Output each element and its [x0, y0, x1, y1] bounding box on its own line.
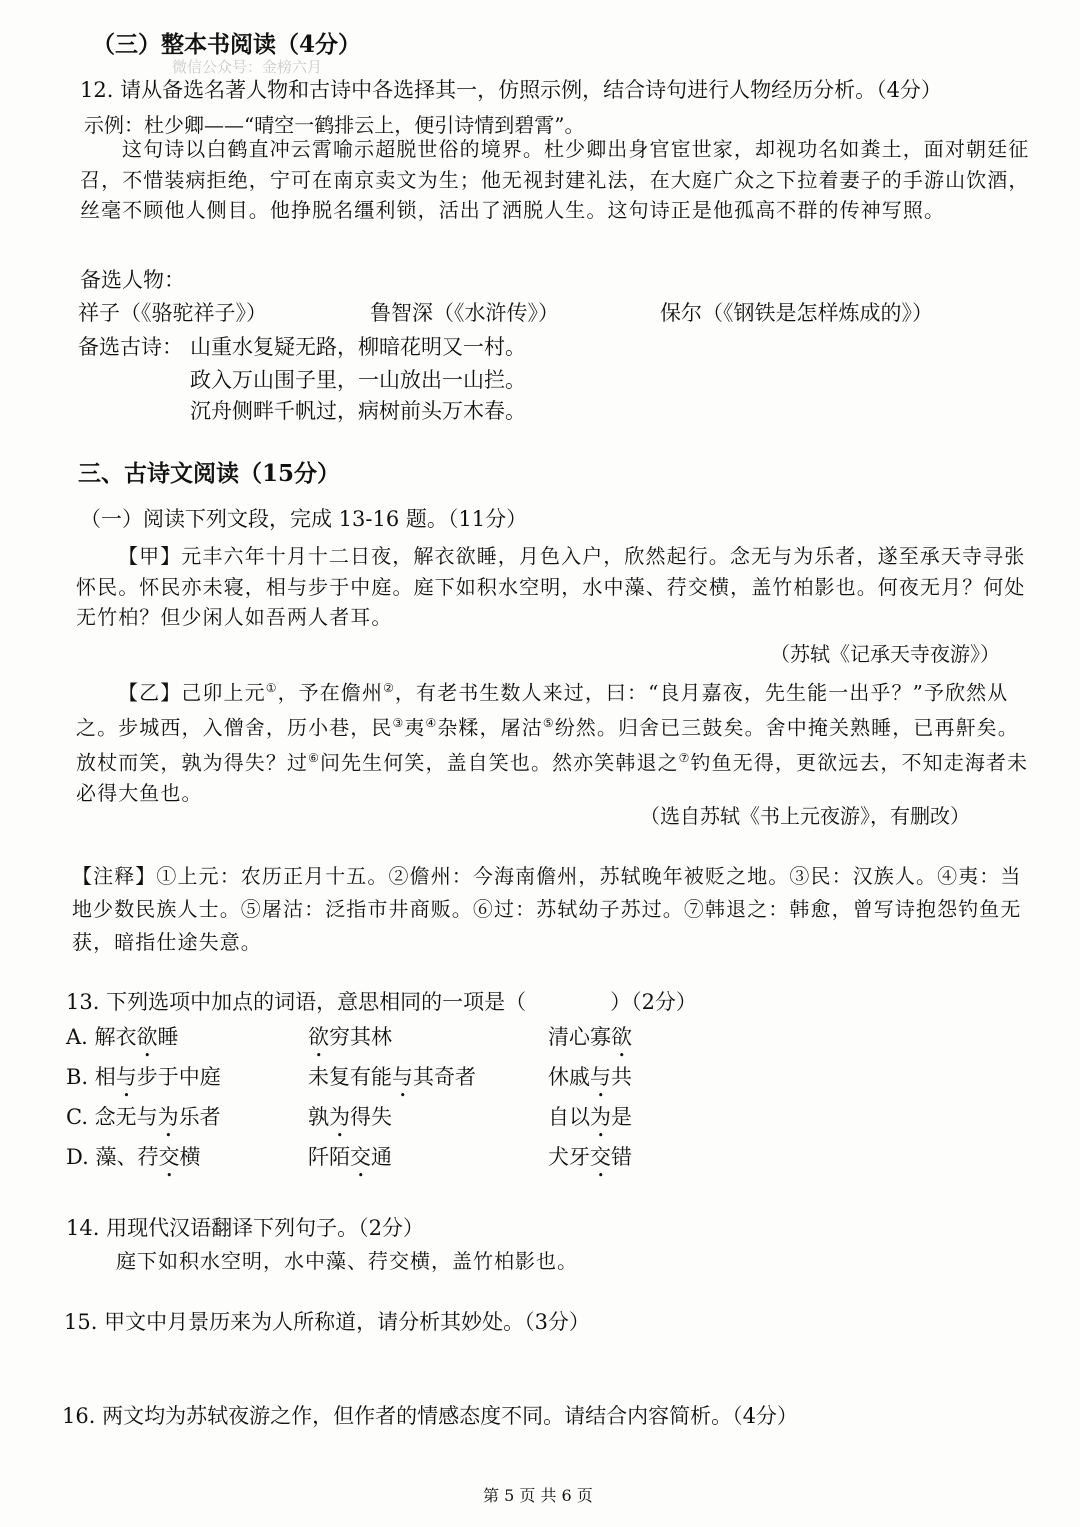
poem-option-2: 政入万山围子里，一山放出一山拦。 — [190, 368, 526, 392]
q13-d1-dot: 交 — [158, 1145, 180, 1169]
q13-b1-dot: 与 — [115, 1065, 137, 1089]
q13-option-c-col3 — [548, 1101, 632, 1142]
text-b-source: （选自苏轼《书上元夜游》，有删改） — [640, 804, 970, 828]
q13-b3-post: 共 — [611, 1065, 632, 1089]
character-option-3: 保尔（《钢铁是怎样炼成的》） — [660, 301, 933, 325]
q13-b3-dot: 与 — [590, 1065, 611, 1089]
note-ref-4: ④ — [425, 716, 438, 731]
text-b-seg-3: ，有老书生数人来过，曰：“良月嘉夜，先生能一出乎？”予欣然从之。步城西，入僧舍，历小巷，民 — [76, 680, 1009, 740]
question-14-sentence: 庭下如积水空明，水中藻、荇交横，盖竹柏影也。 — [116, 1249, 578, 1273]
q13-option-b-col3 — [548, 1061, 632, 1102]
q13-d2-pre: 阡陌 — [308, 1145, 350, 1169]
q13-b2-pre: 未复有能 — [308, 1065, 392, 1089]
q13-c1-pre: C. 念无与 — [66, 1105, 158, 1129]
q13-a1-pre: A. 解衣 — [66, 1025, 137, 1049]
q13-d2-post: 通 — [371, 1145, 392, 1169]
text-b-seg-8: 钓鱼无得，更欲远去，不知走海者未必得大鱼也。 — [76, 750, 1029, 806]
character-option-1: 祥子（《骆驼祥子》） — [78, 301, 267, 325]
question-12-characters-label: 备选人物： — [80, 268, 185, 292]
q13-d1-pre: D. 藻、荇 — [66, 1145, 159, 1169]
text-b-seg-5: 杂糅，屠沽 — [437, 715, 543, 740]
q13-a2-dot: 欲 — [308, 1025, 329, 1049]
q13-option-d-col1 — [66, 1141, 200, 1182]
note-ref-1: ① — [265, 681, 278, 695]
text-b-seg-6: 纷然。归舍已三鼓矣。舍中掩关熟睡，已再鼾矣。放杖而笑，孰为得失？过 — [76, 715, 1019, 775]
text-b-seg-1: 【乙】己卯上元 — [118, 680, 266, 705]
text-b-body — [76, 673, 1032, 809]
question-12-example-label: 示例：杜少卿——“晴空一鹤排云上，便引诗情到碧霄”。 — [84, 113, 585, 137]
annotations: 【注释】①上元：农历正月十五。②儋州：今海南儋州，苏轼晚年被贬之地。③民：汉族人。④夷：当地少数民族人士。⑤屠沽：泛指市井商贩。⑥过：苏轼幼子苏过。⑦韩退之：韩愈，曾写诗抱怨钓鱼无获，暗指仕途失意。 — [72, 864, 1022, 954]
watermark-text: 微信公众号：金榜六月 — [172, 58, 323, 76]
q13-d1-post: 横 — [179, 1145, 201, 1169]
q13-option-a-col3 — [548, 1021, 632, 1062]
q13-a3-dot: 欲 — [611, 1025, 632, 1049]
text-b-seg-2: ，予在儋州 — [277, 680, 384, 705]
q13-option-c-col2 — [308, 1101, 392, 1142]
q13-c2-pre: 孰 — [308, 1105, 329, 1129]
q13-c3-post: 是 — [611, 1105, 632, 1129]
q13-option-b-col2 — [308, 1061, 476, 1102]
note-ref-5: ⑤ — [542, 716, 555, 731]
q13-b2-dot: 与 — [392, 1065, 413, 1089]
poem-option-1: 山重水复疑无路，柳暗花明又一村。 — [190, 335, 526, 359]
q13-a2-post: 穷其林 — [329, 1025, 392, 1049]
note-ref-3: ③ — [392, 716, 405, 731]
q13-option-b-col1 — [66, 1061, 221, 1102]
question-13-prompt: 13. 下列选项中加点的词语，意思相同的一项是（ ）（2分） — [66, 990, 697, 1014]
character-option-2: 鲁智深（《水浒传》） — [370, 301, 559, 325]
q13-c1-dot: 为 — [157, 1105, 179, 1129]
q13-d3-pre: 犬牙 — [548, 1145, 590, 1169]
question-12-example-body: 这句诗以白鹤直冲云霄喻示超脱世俗的境界。杜少卿出身官宦世家，却视功名如粪土，面对朝廷征召，不惜装病拒绝，宁可在南京卖文为生；他无视封建礼法，在大庭广众之下拉着妻子的手游山饮酒，丝毫不顾他人侧目。他挣脱名缰利锁，活出了洒脱人生。这句诗正是他孤高不群的传神写照。 — [80, 137, 1030, 222]
note-ref-2: ② — [383, 681, 395, 695]
poem-option-3: 沉舟侧畔千帆过，病树前头万木春。 — [190, 399, 526, 423]
text-b-seg-4: 夷 — [404, 715, 426, 740]
q13-a1-dot: 欲 — [136, 1025, 158, 1049]
q13-c3-dot: 为 — [590, 1105, 611, 1129]
q13-c2-post: 得失 — [350, 1105, 392, 1129]
q13-b1-post: 步于中庭 — [136, 1065, 221, 1089]
q13-d2-dot: 交 — [350, 1145, 371, 1169]
subsection-1-heading: （一）阅读下列文段，完成 13-16 题。（11分） — [80, 507, 528, 531]
q13-d3-post: 错 — [611, 1145, 632, 1169]
q13-option-a-col1 — [66, 1021, 179, 1062]
q13-c1-post: 乐者 — [178, 1105, 221, 1129]
part-3-heading: 三、古诗文阅读（15分） — [78, 460, 341, 487]
section-heading-whole-book: （三）整本书阅读（4分） — [92, 31, 362, 58]
q13-option-d-col2 — [308, 1141, 392, 1182]
question-15-prompt: 15. 甲文中月景历来为人所称道，请分析其妙处。（3分） — [64, 1310, 590, 1334]
question-12-prompt: 12. 请从备选名著人物和古诗中各选择其一，仿照示例，结合诗句进行人物经历分析。（4分） — [80, 78, 942, 102]
question-14-prompt: 14. 用现代汉语翻译下列句子。（2分） — [66, 1216, 424, 1240]
q13-option-a-col2 — [308, 1021, 392, 1062]
q13-a1-post: 睡 — [157, 1025, 179, 1049]
q13-b3-pre: 休戚 — [548, 1065, 590, 1089]
text-a-source: （苏轼《记承天寺夜游》） — [770, 642, 1000, 666]
question-16-prompt: 16. 两文均为苏轼夜游之作，但作者的情感态度不同。请结合内容简析。（4分） — [62, 1404, 798, 1428]
q13-d3-dot: 交 — [590, 1145, 611, 1169]
q13-c2-dot: 为 — [329, 1105, 350, 1129]
text-b-seg-7: 问先生何笑，盖自笑也。然亦笑韩退之 — [319, 750, 679, 775]
q13-c3-pre: 自以 — [548, 1105, 590, 1129]
q13-option-d-col3 — [548, 1141, 632, 1182]
note-ref-6: ⑥ — [308, 751, 320, 766]
q13-option-c-col1 — [66, 1101, 221, 1142]
q13-a3-pre: 清心寡 — [548, 1025, 611, 1049]
question-12-poems-label: 备选古诗： — [78, 335, 183, 359]
q13-b2-post: 其奇者 — [413, 1065, 476, 1089]
text-a-body: 【甲】元丰六年十月十二日夜，解衣欲睡，月色入户，欣然起行。念无与为乐者，遂至承天寺寻张怀民。怀民亦未寝，相与步于中庭。庭下如积水空明，水中藻、荇交横，盖竹柏影也。何夜无月？何处无竹柏？但少闲人如吾两人者耳。 — [76, 544, 1026, 629]
page-number-footer: 第 5 页 共 6 页 — [483, 1486, 593, 1505]
q13-b1-pre: B. 相 — [66, 1065, 116, 1089]
note-ref-7: ⑦ — [678, 751, 691, 766]
